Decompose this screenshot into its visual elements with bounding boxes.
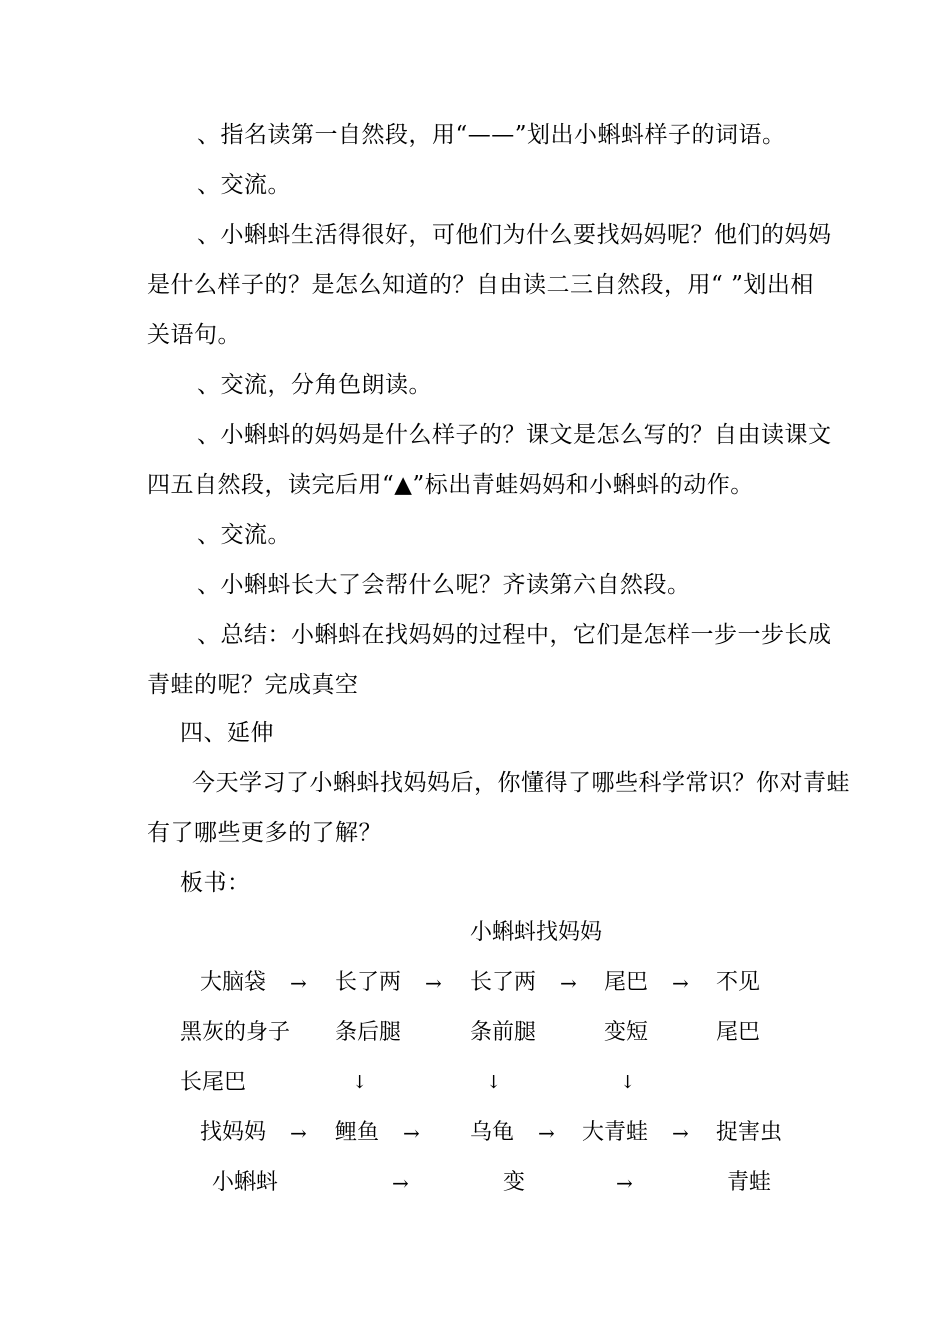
paragraph-step-2: 、交流。 [197, 172, 291, 198]
board-cell: 尾巴 [716, 1020, 761, 1045]
board-cell: 长了两 [335, 970, 402, 995]
paragraph-extension-line-2: 有了哪些更多的了解？ [147, 820, 382, 846]
board-cell: 大青蛙 [582, 1120, 649, 1145]
board-cell: 小蝌蚪 [212, 1170, 279, 1195]
board-cell: 不见 [716, 970, 761, 995]
board-cell: 捉害虫 [716, 1120, 783, 1145]
board-cell: 变 [503, 1170, 526, 1195]
right-arrow-icon: → [538, 1121, 555, 1145]
paragraph-step-5-line-2: 四五自然段，读完后用“▲”标出青蛙妈妈和小蝌蚪的动作。 [147, 472, 754, 498]
board-cell: 乌龟 [470, 1120, 515, 1145]
paragraph-step-8-line-1: 、总结：小蝌蚪在找妈妈的过程中，它们是怎样一步一步长成 [197, 622, 832, 648]
board-cell: 大脑袋 [200, 970, 267, 995]
board-cell: 变短 [604, 1020, 649, 1045]
right-arrow-icon: → [392, 1171, 409, 1195]
right-arrow-icon: → [672, 971, 689, 995]
board-cell: 鲤鱼 [335, 1120, 380, 1145]
board-title: 小蝌蚪找妈妈 [470, 920, 603, 945]
board-cell: 尾巴 [604, 970, 649, 995]
paragraph-step-6: 、交流。 [197, 522, 291, 548]
right-arrow-icon: → [560, 971, 577, 995]
paragraph-step-4: 、交流，分角色朗读。 [197, 372, 432, 398]
paragraph-step-3-line-1: 、小蝌蚪生活得很好，可他们为什么要找妈妈呢？他们的妈妈 [197, 222, 832, 248]
right-arrow-icon: → [403, 1121, 420, 1145]
board-cell: 条前腿 [470, 1020, 537, 1045]
board-cell: 长了两 [470, 970, 537, 995]
board-cell: 找妈妈 [200, 1120, 267, 1145]
down-arrow-icon: ↓ [486, 1072, 502, 1093]
right-arrow-icon: → [616, 1171, 633, 1195]
board-cell: 黑灰的身子 [180, 1020, 291, 1045]
down-arrow-icon: ↓ [620, 1072, 636, 1093]
paragraph-step-7: 、小蝌蚪长大了会帮什么呢？齐读第六自然段。 [197, 572, 691, 598]
board-cell: 长尾巴 [180, 1070, 247, 1095]
board-cell: 条后腿 [335, 1020, 402, 1045]
section-heading-extension: 四、延伸 [180, 720, 274, 746]
board-label: 板书： [180, 870, 251, 896]
right-arrow-icon: → [672, 1121, 689, 1145]
right-arrow-icon: → [290, 971, 307, 995]
paragraph-step-1: 、指名读第一自然段，用“——”划出小蝌蚪样子的词语。 [197, 122, 786, 148]
paragraph-step-5-line-1: 、小蝌蚪的妈妈是什么样子的？课文是怎么写的？自由读课文 [197, 422, 832, 448]
board-cell: 青蛙 [727, 1170, 772, 1195]
paragraph-extension-line-1: 今天学习了小蝌蚪找妈妈后，你懂得了哪些科学常识？你对青蛙 [192, 770, 850, 796]
paragraph-step-3-line-3: 关语句。 [147, 322, 241, 348]
paragraph-step-3-line-2: 是什么样子的？是怎么知道的？自由读二三自然段，用“ ”划出相 [147, 272, 814, 298]
paragraph-step-8-line-2: 青蛙的呢？完成真空 [147, 672, 359, 698]
down-arrow-icon: ↓ [352, 1072, 368, 1093]
right-arrow-icon: → [425, 971, 442, 995]
right-arrow-icon: → [290, 1121, 307, 1145]
